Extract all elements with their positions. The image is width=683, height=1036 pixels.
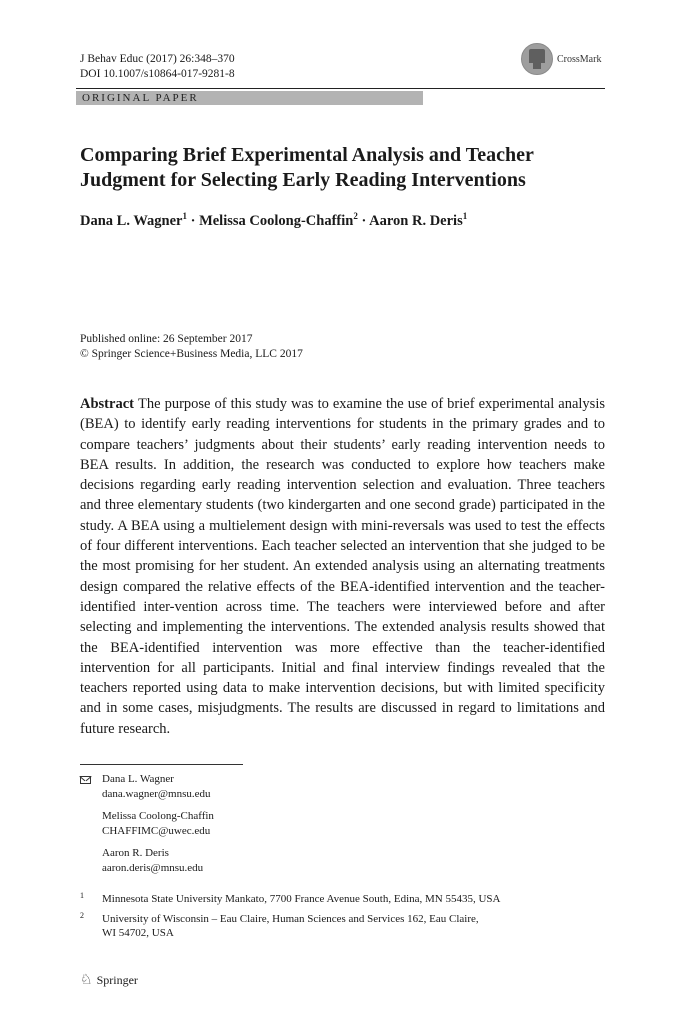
contact-entry [102, 772, 214, 801]
title-line-1: Comparing Brief Experimental Analysis and Teacher [80, 144, 534, 166]
contact-entry [102, 809, 214, 838]
publisher-name: Springer [96, 973, 138, 987]
envelope-icon [80, 776, 91, 784]
author-affil-sup: 1 [462, 211, 468, 221]
header-rule [76, 88, 605, 89]
doi-line[interactable]: DOI 10.1007/s10864-017-9281-8 [80, 68, 235, 80]
abstract-label: Abstract [80, 396, 134, 412]
publication-info [80, 332, 303, 362]
contact-name: Aaron R. Deris [102, 847, 169, 859]
crossmark-icon [521, 43, 553, 75]
article-type-badge: ORIGINAL PAPER [76, 91, 423, 105]
journal-line: J Behav Educ (2017) 26:348–370 [80, 53, 235, 65]
affiliation-number: 1 [80, 891, 84, 900]
springer-horse-icon: ♘ [80, 973, 93, 988]
author-name[interactable]: Dana L. Wagner [80, 212, 183, 229]
abstract-text: The purpose of this study was to examine the use of brief experimental analysis (BEA) to identify early reading interventions for students in the primary grades and to compare teachers’ judgments about their students’ early reading intervention needs to BEA results. In addition, the research was conducted to explore how teachers make decisions regarding early reading intervention selection and evaluation. Three teachers and three elementary students (two kindergarten and one second grade) participated in the study. A BEA using a multielement design with mini-reversals was used to test the effects of four different interventions. Each teacher selected an intervention that she judged to be the most promising for her student. An extended analysis using an alternating treatments design compared the relative effects of the BEA-identified intervention and the teacher-identified inter-vention across time. The teachers were interviewed before and after selecting and implementing the interventions. The extended analysis results showed that the BEA-identified intervention was more effective than the teacher-identified intervention for all participants. Initial and final interview findings revealed that the teachers reported using data to make intervention decisions, but with limited specificity and in some cases, misjudgments. The results are discussed in regard to limitations and future research. [80, 396, 605, 737]
affiliation-item [80, 912, 600, 941]
contact-email[interactable]: dana.wagner@mnsu.edu [102, 787, 211, 800]
author-separator: · [190, 212, 196, 229]
journal-citation [80, 52, 235, 82]
published-date: Published online: 26 September 2017 [80, 333, 253, 345]
contact-name: Melissa Coolong-Chaffin [102, 810, 214, 822]
contact-email[interactable]: aaron.deris@mnsu.edu [102, 861, 204, 874]
abstract [80, 394, 605, 739]
author-name[interactable]: Melissa Coolong-Chaffin [199, 212, 354, 229]
contact-email[interactable]: CHAFFIMC@uwec.edu [102, 824, 211, 837]
affiliation-item [80, 892, 600, 907]
paper-title [80, 143, 600, 193]
affiliation-number: 2 [80, 910, 84, 920]
footnote-rule [80, 764, 243, 765]
author-affil-sup: 1 [182, 211, 187, 221]
affiliations [80, 892, 600, 946]
affiliation-text: WI 54702, USA [102, 927, 174, 939]
author-separator: · [361, 212, 367, 229]
crossmark-label: CrossMark [557, 53, 602, 65]
author-affil-sup: 2 [353, 211, 358, 221]
contact-name: Dana L. Wagner [102, 773, 174, 785]
contact-entry [102, 846, 214, 875]
title-line-2: Judgment for Selecting Early Reading Interventions [80, 169, 526, 191]
corresponding-contacts [80, 772, 214, 883]
affiliation-text: University of Wisconsin – Eau Claire, Human Sciences and Services 162, Eau Claire, [102, 912, 479, 925]
copyright-line: © Springer Science+Business Media, LLC 2017 [80, 348, 303, 360]
publisher-logo [80, 972, 138, 989]
author-list [80, 211, 467, 230]
crossmark-logo[interactable] [521, 43, 601, 75]
author-name[interactable]: Aaron R. Deris [369, 212, 463, 229]
affiliation-text: Minnesota State University Mankato, 7700 France Avenue South, Edina, MN 55435, USA [102, 893, 501, 905]
